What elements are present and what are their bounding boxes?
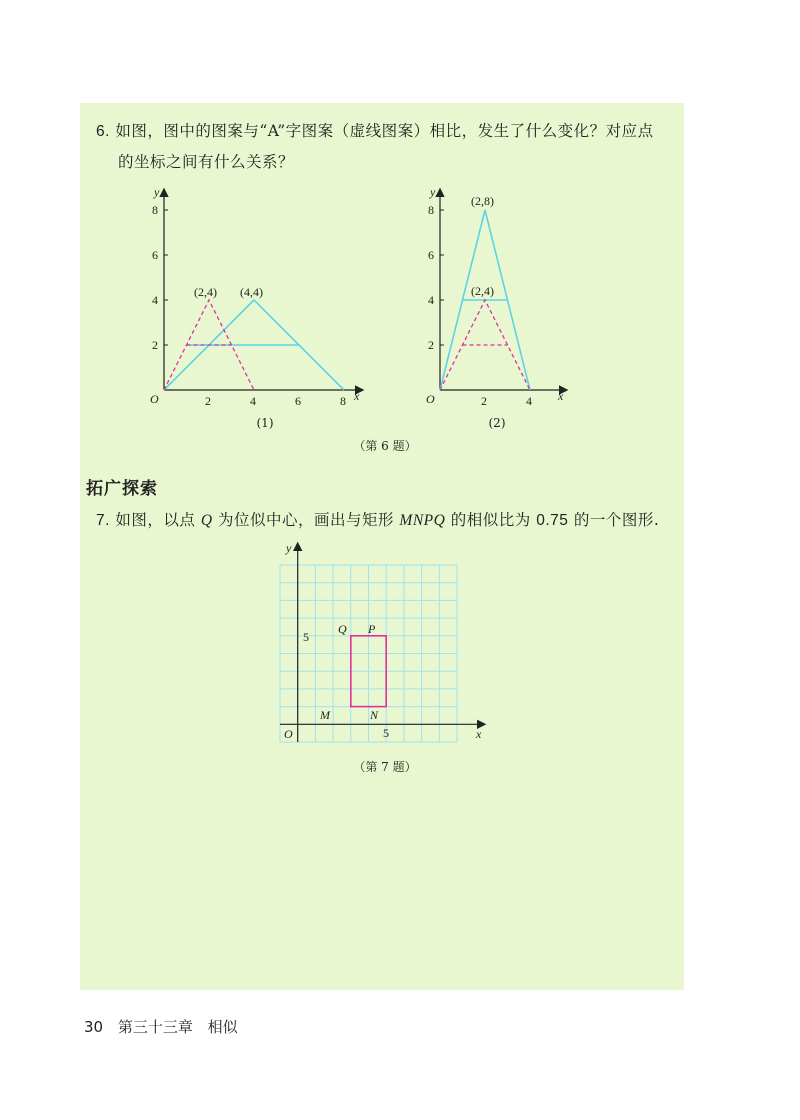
question-7-text-mid: 为位似中心，画出与矩形 bbox=[217, 511, 394, 529]
question-7-text-after: 的相似比为 bbox=[450, 511, 531, 529]
vertex-label-n: N bbox=[370, 708, 379, 722]
origin-label: O bbox=[426, 392, 435, 406]
page-number: 30 bbox=[84, 1018, 104, 1036]
figure-7 bbox=[274, 538, 494, 748]
question-6-line-2: 的坐标之间有什么关系？ bbox=[118, 153, 295, 171]
rectangle-name: MNPQ bbox=[399, 512, 446, 529]
section-title: 拓广探索 bbox=[86, 479, 158, 499]
figure-6-right-sublabel: (2) bbox=[488, 416, 506, 430]
x-tick-label: 4 bbox=[526, 394, 532, 408]
figure-7-caption: （第 7 题） bbox=[353, 760, 417, 774]
y-axis-label: y bbox=[430, 185, 436, 199]
x-tick-label: 8 bbox=[340, 394, 346, 408]
question-6 bbox=[96, 116, 676, 177]
y-tick-label: 5 bbox=[303, 630, 309, 644]
y-tick-label: 2 bbox=[152, 338, 158, 352]
point-label: (2,8) bbox=[471, 194, 494, 208]
y-tick-label: 8 bbox=[428, 203, 434, 217]
point-label: (2,4) bbox=[471, 284, 494, 298]
x-tick-label: 2 bbox=[481, 394, 487, 408]
point-label: (2,4) bbox=[194, 285, 217, 299]
figure-6-caption: （第 6 题） bbox=[353, 439, 417, 453]
y-tick-label: 6 bbox=[152, 248, 158, 262]
question-7-number: 7. bbox=[96, 512, 110, 529]
y-tick-label: 8 bbox=[152, 203, 158, 217]
chapter-label: 第三十三章 bbox=[117, 1018, 193, 1036]
x-axis-label: x bbox=[558, 389, 564, 403]
x-tick-label: 4 bbox=[250, 394, 256, 408]
page-footer bbox=[84, 1016, 248, 1037]
x-axis-label: x bbox=[354, 389, 360, 403]
question-7 bbox=[96, 505, 676, 536]
similarity-ratio: 0.75 bbox=[536, 512, 569, 529]
figure-6-left-sublabel: (1) bbox=[256, 416, 274, 430]
y-tick-label: 6 bbox=[428, 248, 434, 262]
point-label: (4,4) bbox=[240, 285, 263, 299]
origin-label: O bbox=[284, 727, 293, 741]
y-axis-label: y bbox=[286, 541, 292, 555]
y-tick-label: 4 bbox=[152, 293, 158, 307]
grid bbox=[280, 565, 457, 742]
question-7-text-before: 如图，以点 bbox=[115, 511, 196, 529]
question-7-text-end: 的一个图形. bbox=[573, 511, 660, 529]
y-axis-label: y bbox=[154, 185, 160, 199]
x-tick-label: 5 bbox=[383, 726, 389, 740]
figure-6-left bbox=[140, 180, 380, 415]
center-point-label: Q bbox=[200, 512, 213, 529]
vertex-label-m: M bbox=[320, 708, 330, 722]
x-tick-label: 2 bbox=[205, 394, 211, 408]
question-6-number: 6. bbox=[96, 123, 110, 140]
question-6-line-1: 如图，图中的图案与“A”字图案（虚线图案）相比，发生了什么变化？对应点 bbox=[115, 122, 654, 140]
y-tick-label: 2 bbox=[428, 338, 434, 352]
y-tick-label: 4 bbox=[428, 293, 434, 307]
chapter-title: 相似 bbox=[207, 1018, 238, 1036]
vertex-label-p: P bbox=[368, 622, 376, 636]
figure-6-right bbox=[416, 180, 576, 415]
x-tick-label: 6 bbox=[295, 394, 301, 408]
vertex-label-q: Q bbox=[338, 622, 347, 636]
origin-label: O bbox=[150, 392, 159, 406]
x-axis-label: x bbox=[476, 727, 482, 741]
